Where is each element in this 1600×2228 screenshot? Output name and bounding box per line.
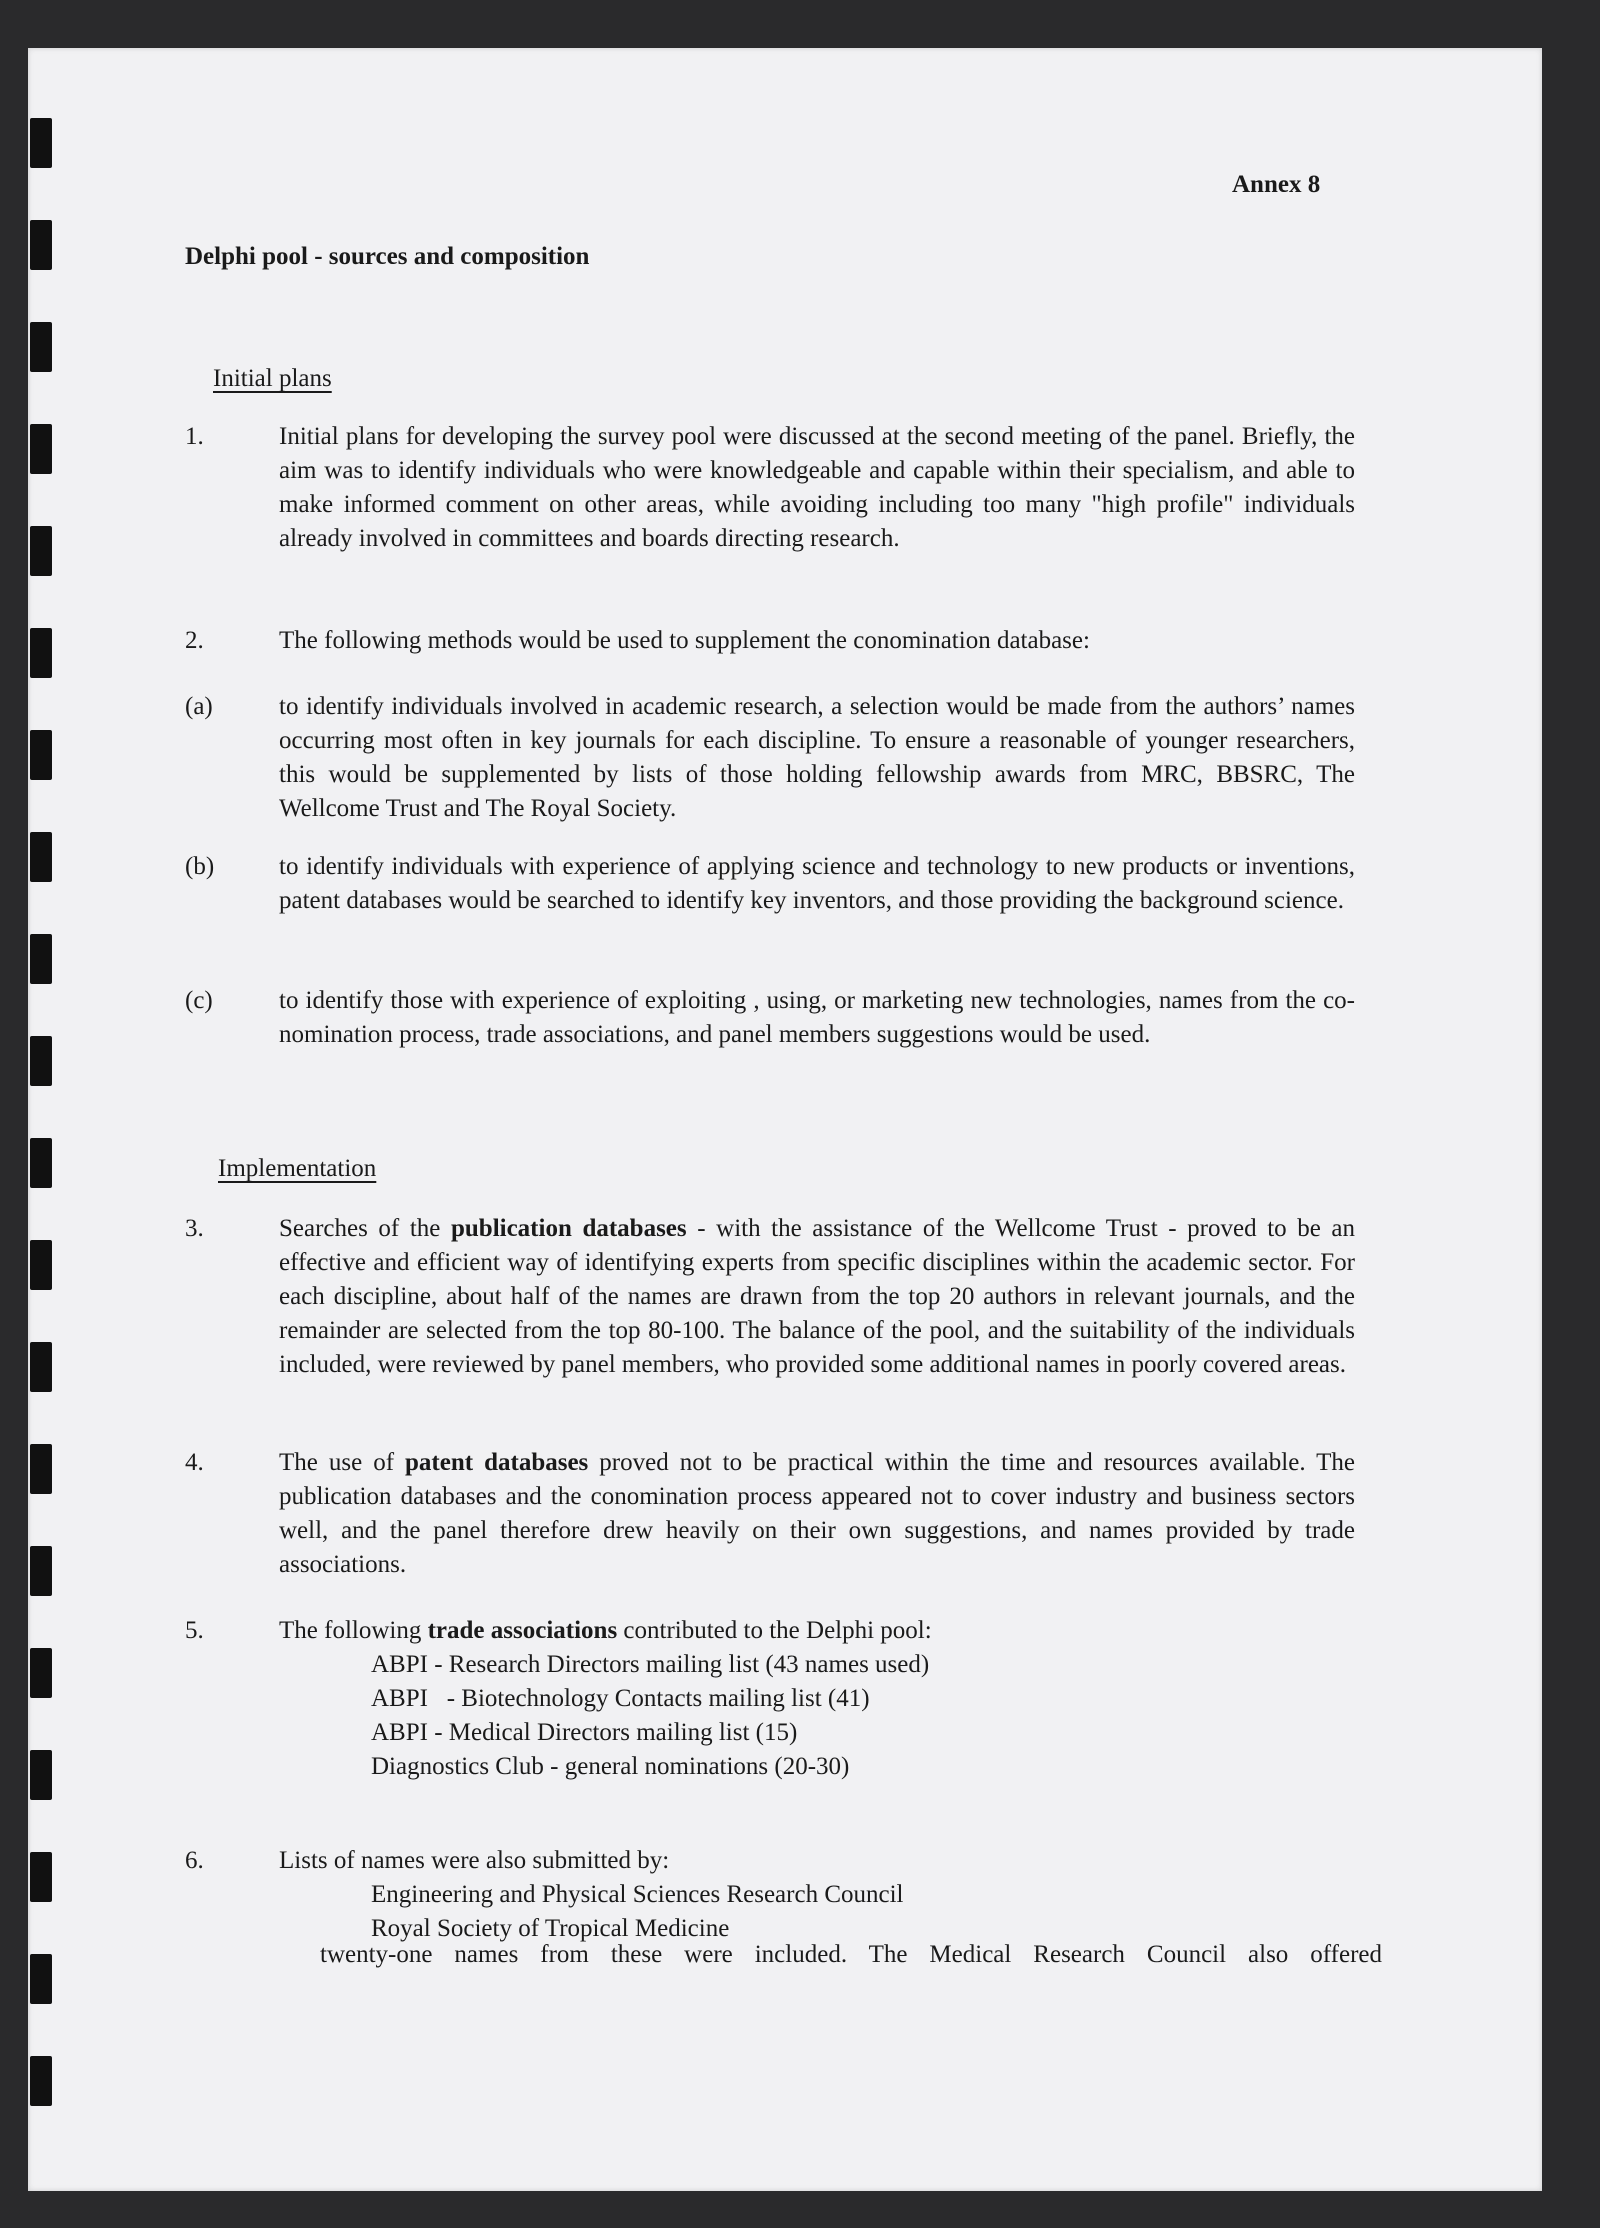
paragraph-text: to identify individuals with experience of applying science and technology to new products or inventions, patent databases would be searched to identify key inventors, and those providing the background science. xyxy=(279,853,1355,914)
punch-hole xyxy=(30,1954,52,2004)
punch-hole xyxy=(30,934,52,984)
paragraph-c xyxy=(185,984,1355,1052)
punch-hole xyxy=(30,2056,52,2106)
paragraph-5 xyxy=(185,1614,1355,1784)
paragraph-b xyxy=(185,850,1355,918)
bold-term: publication databases xyxy=(450,1215,687,1242)
text-run: contributed to the Delphi pool: xyxy=(617,1617,932,1644)
list-item: Engineering and Physical Sciences Research Council xyxy=(371,1881,904,1908)
paragraph-4 xyxy=(185,1446,1355,1582)
punch-hole xyxy=(30,1648,52,1698)
bold-term: trade associations xyxy=(427,1617,618,1644)
punch-hole xyxy=(30,424,52,474)
paragraph-number: 6. xyxy=(185,1847,204,1874)
punch-hole xyxy=(30,1240,52,1290)
paragraph-number: 4. xyxy=(185,1449,204,1476)
punch-hole xyxy=(30,118,52,168)
paragraph-text: The following methods would be used to supplement the conomination database: xyxy=(279,627,1090,654)
document-title: Delphi pool - sources and composition xyxy=(185,243,590,270)
list-item: Diagnostics Club - general nominations (20-30) xyxy=(371,1753,850,1780)
paragraph-text xyxy=(279,1844,1355,1946)
paragraph-number: 3. xyxy=(185,1215,204,1242)
list-item: Royal Society of Tropical Medicine xyxy=(371,1915,730,1942)
text-run: proved not to be practical within the time and resources available. The publication databases and the conomination process appeared not to cover industry and business sectors well, and the panel therefore drew heavily on their own suggestions, and names provided by trade associations. xyxy=(279,1449,1355,1578)
paragraph-number: (a) xyxy=(185,693,213,720)
punch-hole xyxy=(30,730,52,780)
punch-hole xyxy=(30,220,52,270)
text-run: The use of xyxy=(279,1449,406,1476)
paragraph-text xyxy=(279,1614,1355,1784)
paragraph-number: (c) xyxy=(185,987,213,1014)
annex-label: Annex 8 xyxy=(1232,171,1321,198)
paragraph-3 xyxy=(185,1212,1355,1382)
paragraph-text: to identify individuals involved in academic research, a selection would be made from the authors’ names occurring most often in key journals for each discipline. To ensure a reasonable of younger researchers, this would be supplemented by lists of those holding fellowship awards from MRC, BBSRC, The Wellcome Trust and The Royal Society. xyxy=(279,693,1355,822)
text-run: Lists of names were also submitted by: xyxy=(279,1847,670,1874)
paragraph-text: Initial plans for developing the survey pool were discussed at the second meeting of the panel. Briefly, the aim was to identify individuals who were knowledgeable and capable within their specialism, and able to make informed comment on other areas, while avoiding including too many "high profile" individuals already involved in committees and boards directing research. xyxy=(279,423,1355,552)
paragraph-2 xyxy=(185,624,1355,658)
punch-hole xyxy=(30,322,52,372)
punch-hole xyxy=(30,1750,52,1800)
punch-hole xyxy=(30,832,52,882)
list-item: ABPI - Biotechnology Contacts mailing list (41) xyxy=(371,1685,870,1712)
paragraph-a xyxy=(185,690,1355,826)
paragraph-6-tail: twenty-one names from these were included. The Medical Research Council also offered xyxy=(320,1941,1382,1968)
paragraph-number: 2. xyxy=(185,627,204,654)
paragraph-number: 1. xyxy=(185,423,204,450)
paragraph-number: 5. xyxy=(185,1617,204,1644)
paragraph-text xyxy=(279,1446,1355,1582)
section-heading-implementation: Implementation xyxy=(218,1155,377,1182)
text-run: - with the assistance of the Wellcome Trust - proved to be an effective and efficient way of identifying experts from specific disciplines within the academic sector. For each discipline, about half of the names are drawn from the top 20 authors in relevant journals, and the remainder are selected from the top 80-100. The balance of the pool, and the suitability of the individuals included, were reviewed by panel members, who provided some additional names in poorly covered areas. xyxy=(279,1215,1356,1378)
punch-hole xyxy=(30,628,52,678)
punch-hole xyxy=(30,1138,52,1188)
punch-hole xyxy=(30,1444,52,1494)
punch-hole xyxy=(30,1852,52,1902)
paragraph-1 xyxy=(185,420,1355,556)
bold-term: patent databases xyxy=(405,1449,589,1476)
text-run: Searches of the xyxy=(279,1215,451,1242)
punch-hole xyxy=(30,1036,52,1086)
list-item: ABPI - Medical Directors mailing list (15) xyxy=(371,1719,798,1746)
paragraph-text: to identify those with experience of exploiting , using, or marketing new technologies, names from the co-nomination process, trade associations, and panel members suggestions would be used. xyxy=(279,987,1355,1048)
paragraph-6 xyxy=(185,1844,1355,1946)
punch-hole xyxy=(30,1546,52,1596)
punch-hole xyxy=(30,1342,52,1392)
list-item: ABPI - Research Directors mailing list (43 names used) xyxy=(371,1651,930,1678)
paragraph-number: (b) xyxy=(185,853,215,880)
section-heading-initial-plans: Initial plans xyxy=(213,365,332,392)
punch-hole xyxy=(30,526,52,576)
text-run: The following xyxy=(279,1617,428,1644)
paragraph-text xyxy=(279,1212,1355,1382)
